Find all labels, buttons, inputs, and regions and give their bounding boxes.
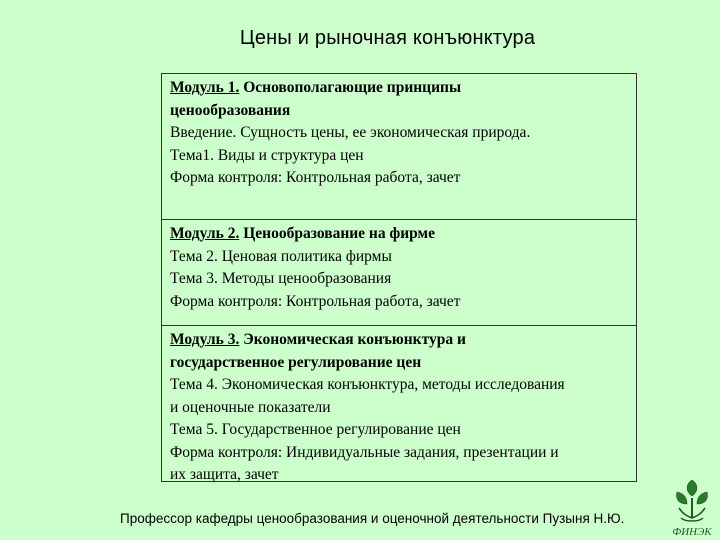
module-3-line-1: Тема 4. Экономическая конъюнктура, методы исследования (170, 376, 565, 393)
module-2-line-2: Тема 3. Методы ценообразования (170, 270, 392, 287)
module-1-line-3: Форма контроля: Контрольная работа, зачет (170, 169, 461, 186)
logo-text: ФИНЭК (672, 526, 712, 538)
module-1-line-1: Введение. Сущность цены, ее экономическая природа. (170, 124, 531, 141)
module-1-heading-line-1: Основополагающие принципы (243, 79, 462, 96)
module-1-heading-line-2: ценообразования (170, 101, 291, 119)
module-1-cell (162, 74, 636, 219)
module-1-line-2: Тема1. Виды и структура цен (170, 146, 364, 164)
module-2-line-3: Форма контроля: Контрольная работа, зачет (170, 292, 461, 310)
module-2-cell (162, 219, 636, 325)
module-3-name: Модуль 3. (170, 331, 240, 348)
finek-logo (665, 474, 719, 540)
module-2-name: Модуль 2. (170, 225, 240, 242)
module-1-name: Модуль 1. (170, 79, 240, 96)
module-3-line-4: Форма контроля: Индивидуальные задания, презентации и (170, 443, 559, 461)
module-3-heading-line-1: Экономическая конъюнктура и (243, 331, 466, 348)
module-3-line-2: и оценочные показатели (170, 398, 331, 416)
module-2-heading (170, 223, 636, 246)
module-3-heading-line-2: государственное регулирование цен (170, 353, 422, 371)
module-3-line-3: Тема 5. Государственное регулирование цен (170, 421, 461, 438)
module-3-cell (162, 325, 636, 481)
module-2-line-1: Тема 2. Ценовая политика фирмы (170, 247, 392, 265)
modules-table (161, 73, 637, 482)
module-3-heading (170, 329, 636, 352)
module-2-heading-line-1: Ценообразование на фирме (243, 225, 435, 242)
footer-author: Профессор кафедры ценообразования и оценочной деятельности Пузыня Н.Ю. (120, 511, 625, 526)
module-3-line-5: их защита, зачет (170, 466, 279, 483)
module-1-heading (170, 77, 636, 100)
page-title: Цены и рыночная конъюнктура (239, 27, 536, 49)
